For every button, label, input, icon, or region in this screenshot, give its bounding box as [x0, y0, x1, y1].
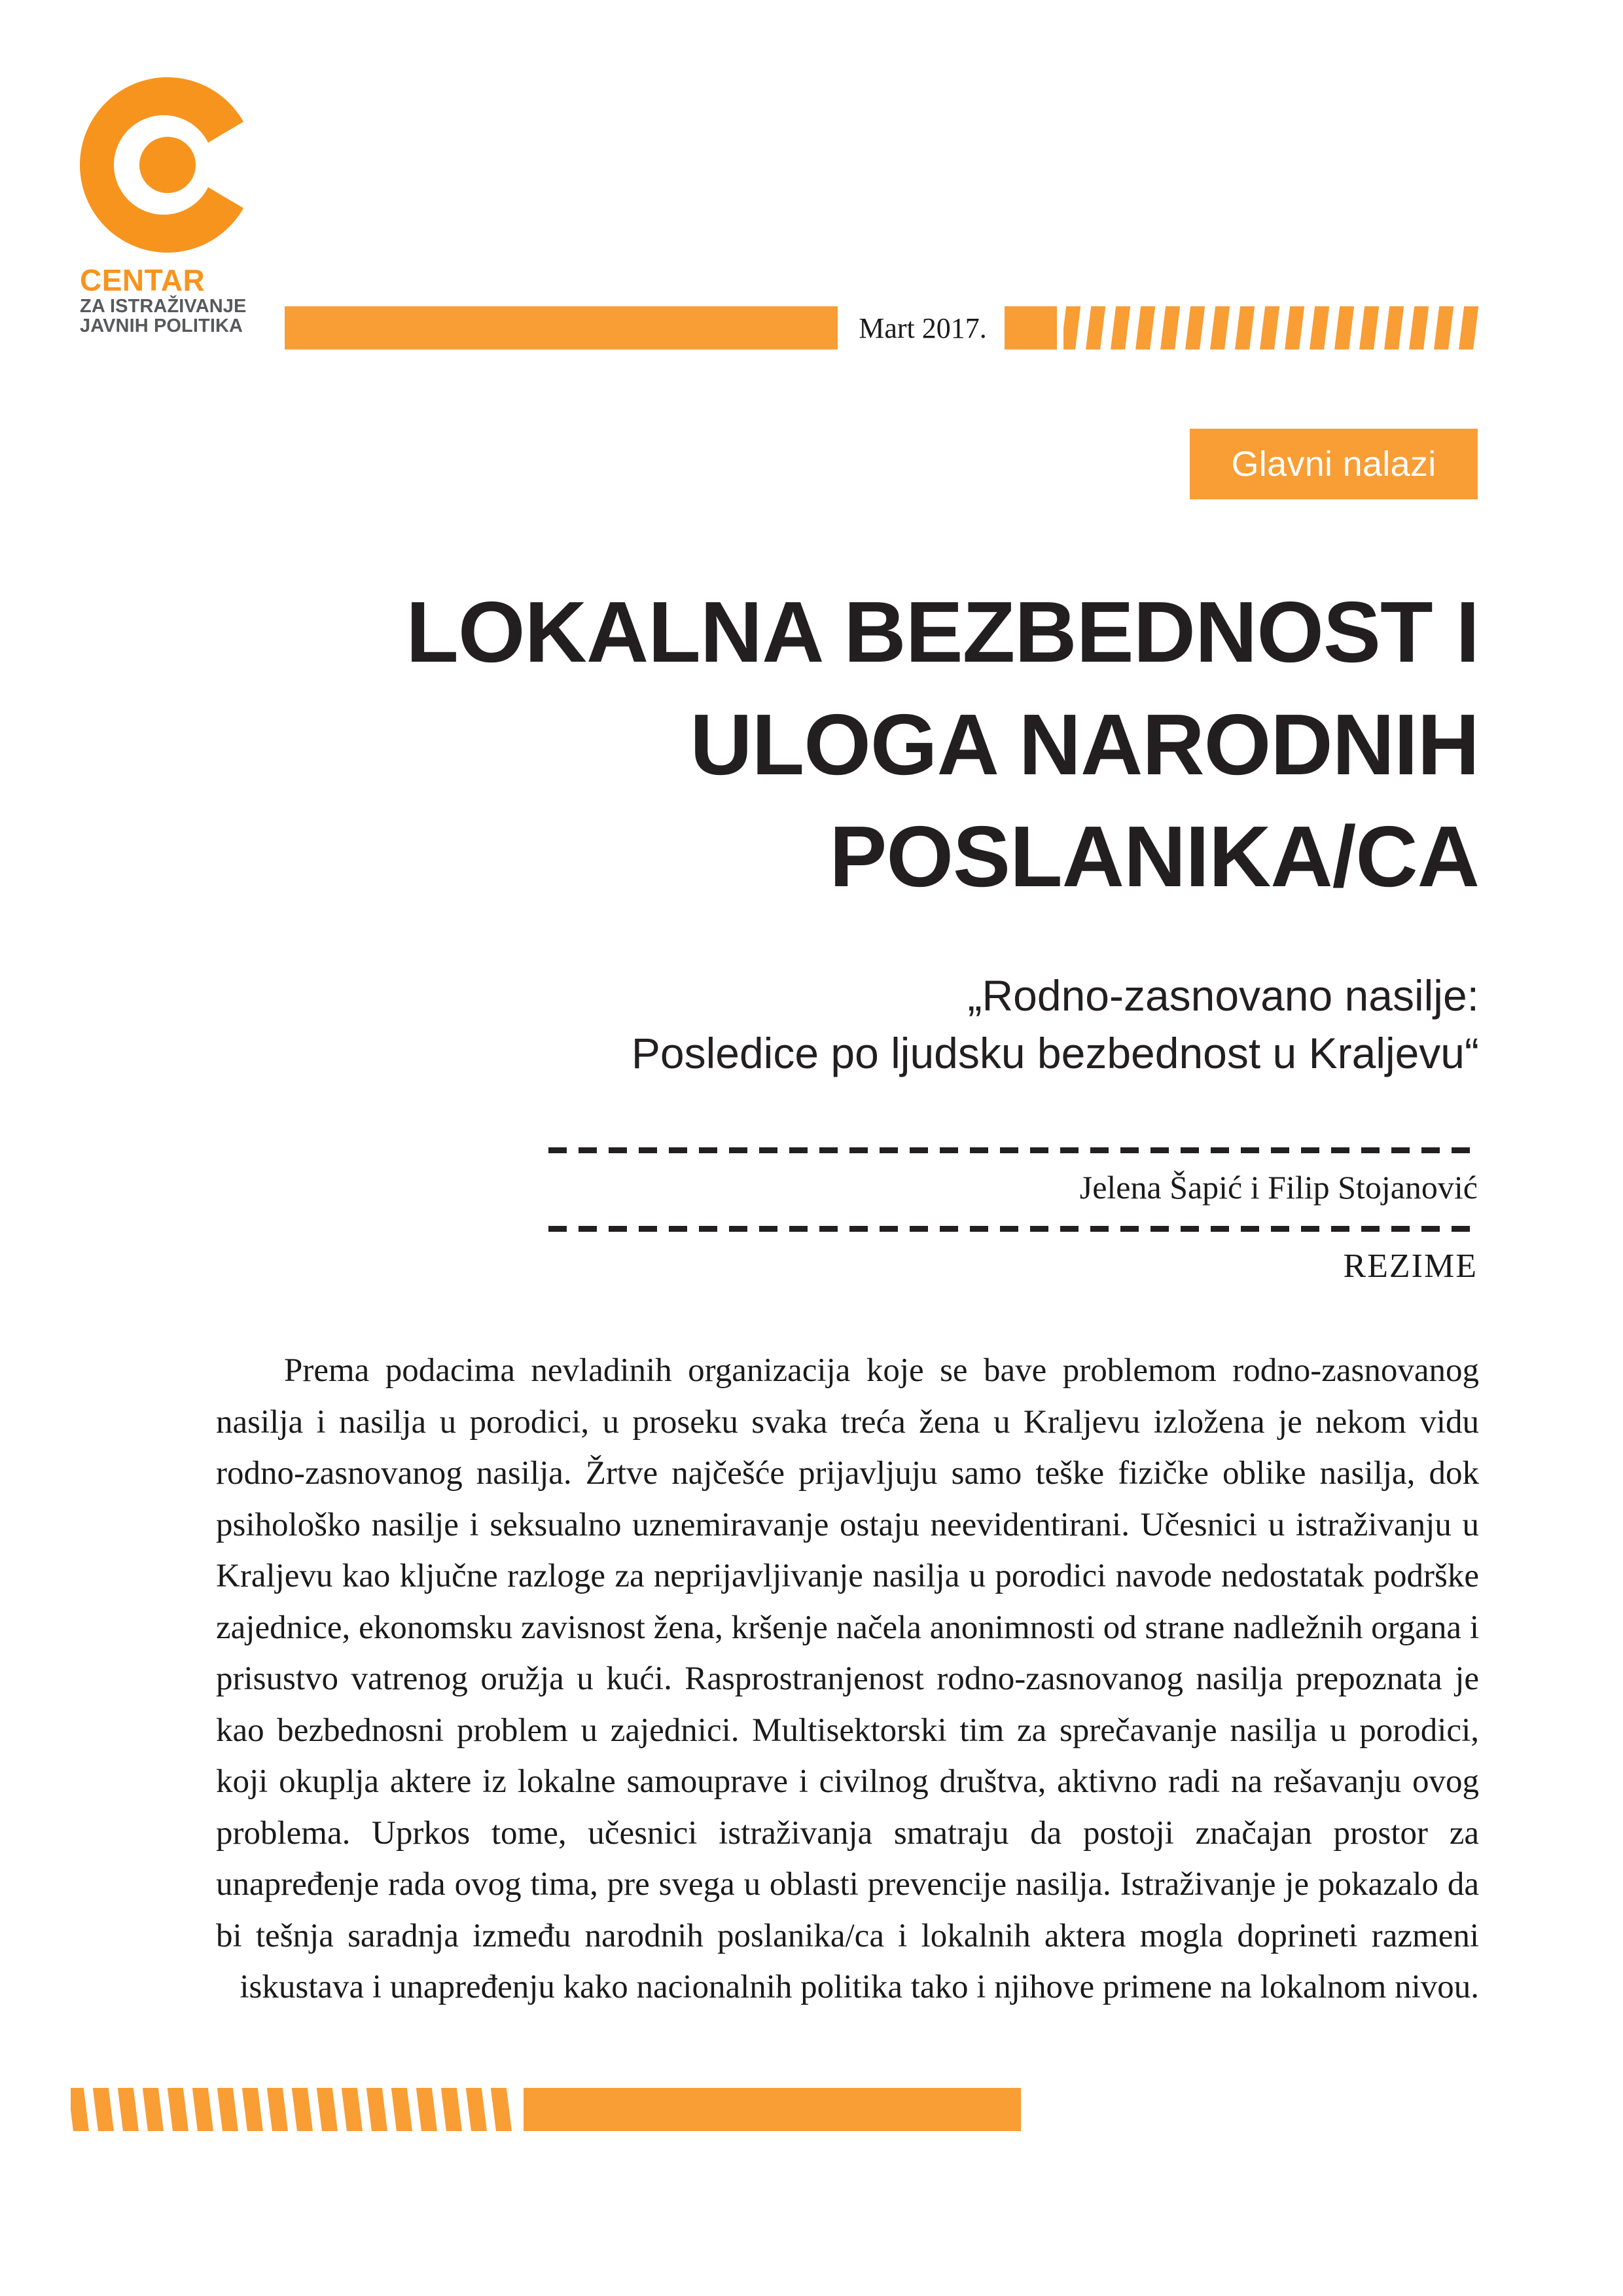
logo-tagline-line2: JAVNIH POLITIKA — [80, 315, 243, 337]
header-decorative-band — [0, 305, 1623, 351]
logo-name: CENTAR — [80, 263, 205, 297]
publication-date: Mart 2017. — [859, 312, 987, 344]
page-subtitle-line-1: „Rodno-zasnovano nasilje: — [967, 971, 1479, 1020]
logo-tagline-line1: ZA ISTRAŽIVANJE — [80, 295, 247, 317]
page-subtitle-line-2: Posledice po ljudsku bezbednost u Kraljevu“ — [631, 1028, 1479, 1077]
organization-logo — [80, 77, 283, 336]
page-title-line-1: LOKALNA BEZBEDNOST I — [406, 584, 1479, 680]
centar-c-logo-icon — [80, 77, 255, 253]
header-block-accent — [1005, 306, 1057, 350]
footer-solid-bar — [524, 2088, 1021, 2131]
logo-inner-dot — [139, 137, 196, 193]
status-badge: Glavni nalazi — [1190, 429, 1478, 499]
abstract-body-text: Prema podacima nevladinih organizacija koje se bave problemom rodno-zasnovanog nasilja i nasilja u porodici, u proseku svaka treća žena u Kraljevu izložena je nekom vidu rodno-zasnovanog nasilja. Žrtve najčešće prijavljuju samo teške fizičke oblike nasilja, dok psihološko nasilje i seksualno uznemiravanje ostaju neevidentirani. Učesnici u istraživanju u Kraljevu kao ključne razloge za neprijavljivanje nasilja u porodici navode nedostatak podrške zajednice, ekonomsku zavisnost žena, kršenje načela anonimnosti od strane nadležnih organa i prisustvo vatrenog oružja u kući. Rasprostranjenost rodno-zasnovanog nasilja prepoznata je kao bezbednosni problem u zajednici. Multisektorski tim za sprečavanje nasilja u porodici, koji okuplja aktere iz lokalne samouprave i civilnog društva, aktivno radi na rešavanju ovog problema. Uprkos tome, učesnici istraživanja smatraju da postoji značajan prostor za unapređenje rada ovog tima, pre svega u oblasti prevencije nasilja. Istraživanje je pokazalo da bi tešnja saradnja između narodnih poslanika/ca i lokalnih aktera mogla doprineti razmeni iskustava i unapređenju kako nacionalnih politika tako i njihove primene na lokalnom nivou. — [216, 1352, 1479, 2006]
page-title — [216, 576, 1479, 913]
page-title-line-2: ULOGA NARODNIH — [690, 696, 1479, 793]
header-solid-bar — [285, 306, 838, 350]
page-title-line-3: POSLANIKA/CA — [829, 808, 1479, 905]
footer-decorative-band — [0, 2087, 1623, 2132]
dashed-rule-top — [548, 1147, 1478, 1153]
dashed-rule-bottom — [548, 1226, 1478, 1232]
author-byline: Jelena Šapić i Filip Stojanović — [1079, 1169, 1478, 1206]
footer-stripe-pattern — [71, 2088, 516, 2131]
page-subtitle — [393, 967, 1479, 1083]
section-heading-rezime: REZIME — [1343, 1247, 1478, 1285]
header-stripe-pattern — [1063, 306, 1482, 350]
